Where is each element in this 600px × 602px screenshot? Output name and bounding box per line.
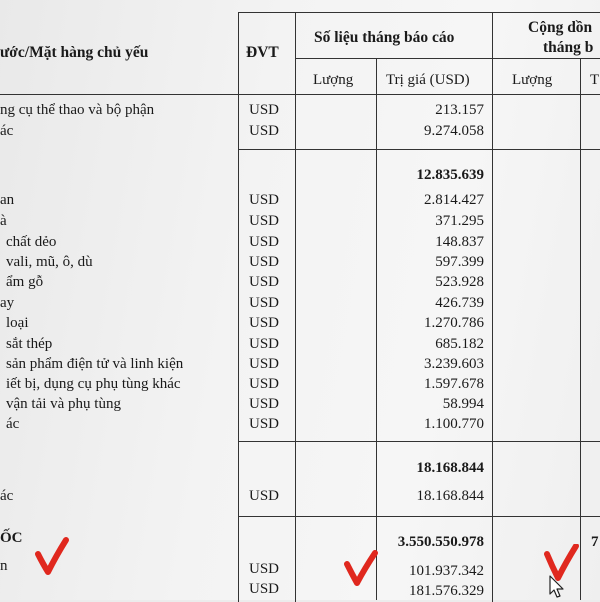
header-report-qty: Lượng: [313, 72, 354, 88]
row-value: 3.239.603: [424, 356, 484, 372]
row-label: sản phẩm điện tử và linh kiện: [6, 356, 184, 372]
header-cumulative: Cộng dồn: [528, 19, 593, 36]
row-value: 18.168.844: [416, 488, 484, 504]
table-border: [492, 12, 493, 602]
row-unit: USD: [249, 315, 280, 331]
row-unit: USD: [249, 336, 280, 352]
row-label: sắt thép: [6, 336, 53, 352]
row-label: ác: [0, 123, 14, 139]
table-border: [238, 516, 600, 517]
row-value: 1.100.770: [424, 416, 484, 432]
header-cum-qty: Lượng: [512, 72, 553, 88]
row-label: vận tải và phụ tùng: [6, 396, 121, 412]
row-unit: USD: [249, 356, 280, 372]
row-value: 1.270.786: [424, 315, 484, 331]
row-unit: USD: [249, 295, 280, 311]
row-value: 1.597.678: [424, 376, 484, 392]
row-label: ác: [0, 488, 14, 504]
header-item: ước/Mặt hàng chủ yếu: [0, 44, 149, 61]
table-border: [0, 94, 600, 95]
row-label: ẩm gỗ: [6, 274, 44, 290]
table-border: [238, 12, 239, 602]
row-unit: USD: [249, 192, 280, 208]
row-value: 685.182: [435, 336, 484, 352]
row-label: vali, mũ, ô, dù: [6, 254, 93, 270]
row-label: ác: [6, 416, 20, 432]
row-value: 597.399: [435, 254, 484, 270]
group-total: 3.550.550.978: [397, 534, 484, 550]
header-unit: ĐVT: [246, 44, 279, 61]
row-value: 371.295: [435, 213, 484, 229]
row-unit: USD: [249, 376, 280, 392]
cumulative-partial: 7: [591, 534, 599, 550]
row-unit: USD: [249, 123, 280, 139]
group-total: 12.835.639: [416, 167, 484, 183]
row-value: 148.837: [435, 234, 484, 250]
row-unit: USD: [249, 488, 280, 504]
table-border: [238, 12, 600, 13]
check-mark-icon: [342, 550, 382, 590]
row-value: 2.814.427: [424, 192, 484, 208]
group-total: 18.168.844: [416, 460, 484, 476]
row-unit: USD: [249, 102, 280, 118]
row-label: n: [0, 558, 8, 574]
row-unit: USD: [249, 581, 280, 597]
row-value: 58.994: [442, 396, 484, 412]
row-value: 523.928: [435, 274, 484, 290]
header-cum-value: T: [590, 72, 600, 88]
row-unit: USD: [249, 274, 280, 290]
row-label: à: [0, 213, 7, 229]
row-value: 426.739: [435, 295, 484, 311]
row-unit: USD: [249, 234, 280, 250]
row-label: iết bị, dụng cụ phụ tùng khác: [6, 376, 181, 392]
row-label: ng cụ thể thao và bộ phận: [0, 102, 155, 118]
row-unit: USD: [249, 561, 280, 577]
row-label: chất dẻo: [6, 234, 57, 250]
row-label: loại: [6, 315, 29, 331]
row-unit: USD: [249, 213, 280, 229]
row-value: 9.274.058: [424, 123, 484, 139]
row-value: 213.157: [435, 102, 484, 118]
mouse-cursor-icon: [549, 575, 565, 599]
table-border: [295, 58, 600, 59]
check-mark-icon: [32, 536, 72, 576]
header-report-value: Trị giá (USD): [386, 72, 470, 88]
table-border: [295, 12, 296, 602]
row-value: 181.576.329: [409, 583, 484, 599]
row-value: 101.937.342: [409, 563, 484, 579]
table-border: [580, 58, 581, 600]
row-unit: USD: [249, 396, 280, 412]
table-border: [238, 441, 600, 442]
row-label: an: [0, 192, 15, 208]
group-title: ỐC: [0, 530, 23, 546]
row-unit: USD: [249, 254, 280, 270]
table-border: [238, 149, 600, 150]
row-unit: USD: [249, 416, 280, 432]
header-cumulative-2: tháng b: [543, 39, 594, 56]
header-report: Số liệu tháng báo cáo: [314, 29, 455, 46]
table-border: [376, 58, 377, 600]
row-label: ay: [0, 295, 15, 311]
